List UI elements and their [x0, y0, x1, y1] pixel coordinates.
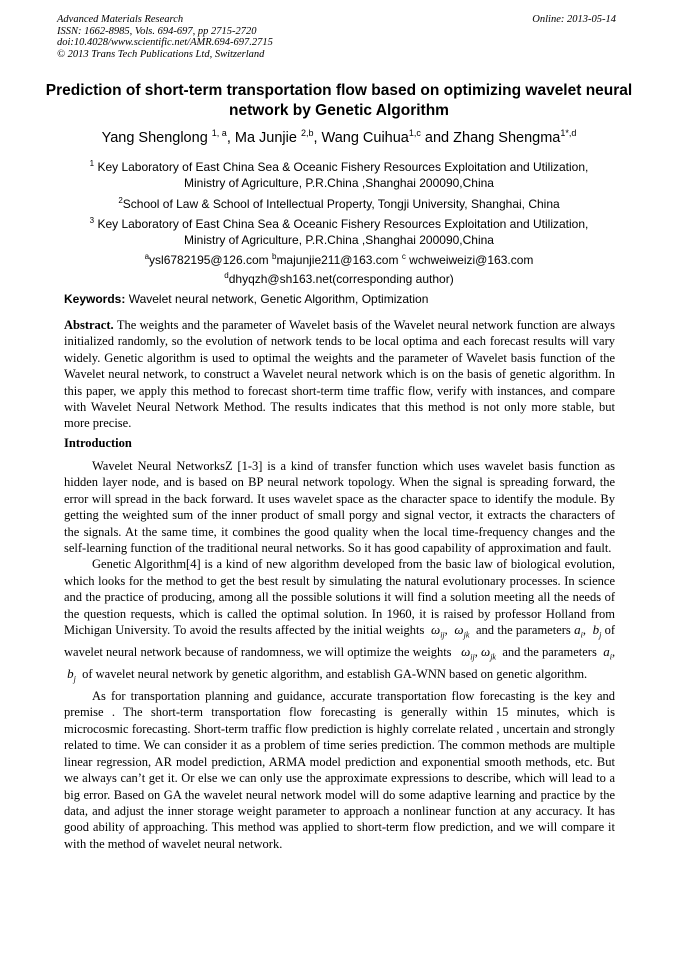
- email-sup: c: [401, 252, 406, 261]
- doi-line: doi:10.4028/www.scientific.net/AMR.694-697.2715: [57, 37, 273, 48]
- intro-p2-randomness: of wavelet neural network because of randomness, we: [64, 623, 616, 660]
- author-name: Wang Cuihua: [321, 129, 409, 146]
- email-sup: a: [144, 252, 150, 261]
- b-j-symbol: $b_j$: [67, 666, 76, 684]
- abstract-label: Abstract.: [64, 318, 114, 332]
- paper-title: Prediction of short-term transportation flow based on optimizing wavelet neural network by Genetic Algorithm: [45, 82, 633, 119]
- email-address[interactable]: majunjie211@163.com: [276, 253, 399, 267]
- affiliation-2: [30, 193, 648, 212]
- email-address[interactable]: ysl6782195@126.com: [149, 253, 269, 267]
- email-sup: b: [271, 252, 277, 261]
- journal-name: Advanced Materials Research: [57, 14, 184, 25]
- author-name: Yang Shenglong: [101, 129, 208, 146]
- author-name: Zhang Shengma: [453, 129, 561, 146]
- affiliation-text: Key Laboratory of East China Sea & Oceanic Fishery Resources Exploitation and Utilization, Ministry of Agriculture, P.R.China ,Shanghai 200090,China: [97, 160, 589, 190]
- introduction-body: [64, 458, 615, 852]
- affiliation-sup: 3: [89, 216, 95, 225]
- math-comma: ,: [444, 623, 448, 638]
- intro-paragraph-3: As for transportation planning and guidance, accurate transportation flow forecasting is the key and premise . The short-term transportation flow forecasting is generally within 15 minutes, which is microcosmic forecasting. Short-term traffic flow prediction is highly correlate related , uncertain and strongly related to time. We can consider it as a problem of time series prediction. The common methods are multiple linear regression, AR model prediction, ARMA model prediction and exponential smooth methods, etc. But we always can’t get it. Or else we can only use the approximate expressions to describe, which will lead to a big error. Based on GA the wavelet neural network model will do some adaptive learning and practice by the data, and adjust the inner storage weight parameter to approach a nonlinear function at any accuracy. It has good ability of approaching. This method was applied to short-term flow prediction, and we will compare it with the method of wavelet neural network.: [64, 689, 615, 851]
- issn-line: ISSN: 1662-8985, Vols. 694-697, pp 2715-2720: [57, 25, 257, 37]
- affiliation-1: [30, 156, 648, 191]
- affiliation-text: Key Laboratory of East China Sea & Oceanic Fishery Resources Exploitation and Utilization, Ministry of Agriculture, P.R.China ,Shanghai 200090,China: [97, 217, 589, 247]
- omega-jk-symbol: $\omega_{jk}$: [481, 644, 496, 662]
- a-i-symbol: $a_i$: [603, 644, 612, 662]
- omega-ij-symbol: $\omega_{ij}$: [461, 644, 475, 662]
- keywords-label: Keywords:: [64, 292, 126, 306]
- author-sup: 1, a: [211, 128, 227, 138]
- author-separator: ,: [226, 129, 231, 146]
- author-line: [30, 128, 648, 146]
- affiliation-sup: 2: [118, 196, 123, 205]
- author-name: Ma Junjie: [234, 129, 297, 146]
- intro-paragraph-1: Wavelet Neural NetworksZ [1-3] is a kind of transfer function which uses wavelet basis function as hidden layer node, and is based on BP neural network topology. When the signal is spreading forward, the error will spread in the back forward. It uses wavelet space as the character space to identify the module. By getting the weighted sum of the inner product of small porgy and signal vector, it extracts the characters of the signals. At the same time, it combines the good quality when the local time-frequency changes and the self-learning function of the traditional neural networks. So it has good capability of approximation and fault.: [64, 459, 615, 556]
- author-sup: 2,b: [300, 128, 314, 138]
- author-sup: 1*,d: [560, 128, 577, 138]
- omega-ij-symbol: $\omega_{ij}$: [431, 622, 445, 640]
- author-and: and: [424, 129, 450, 146]
- keywords: [64, 292, 428, 306]
- author-separator: ,: [313, 129, 318, 146]
- affiliation-3: [30, 213, 648, 248]
- omega-jk-symbol: $\omega_{jk}$: [454, 622, 470, 640]
- affiliation-sup: 1: [89, 159, 95, 168]
- math-comma: ,: [611, 645, 616, 660]
- email-address[interactable]: dhyqzh@sh163.net(corresponding author): [228, 272, 454, 286]
- introduction-heading: Introduction: [64, 436, 132, 450]
- online-date: Online: 2013-05-14: [532, 14, 616, 25]
- abstract: [64, 317, 615, 432]
- email-address[interactable]: wchweiweizi@163.com: [409, 253, 534, 267]
- copyright-line: © 2013 Trans Tech Publications Ltd, Switzerland: [57, 48, 265, 60]
- intro-p2-main: Genetic Algorithm[4] is a kind of new algorithm developed from the basic law of biological evolution, which looks for the method to get the best result by simulating the natural evolutionary processes. In science and the practice of producing, among all the possible solutions it will find a solution meeting all the needs of the question requests, which is called the optimal solution. In 1960, it is raised by professor Holland from Michigan University. To avoid the results affected by the initial: [64, 557, 615, 638]
- abstract-text: The weights and the parameter of Wavelet basis of the Wavelet neural network function are always initialized randomly, so the evolution of network tends to be local optima and each forecast results will vary widely. Genetic algorithm is used to optimal the weights and the parameter of Wavelet basis function of the Wavelet neural network, to construct a Wavelet neural network which is on the basis of genetic algorithm. In this paper, we apply this method to forecast short-term time traffic flow, verify with instances, and compare with Wavelet Neural Network Method. The results indicates that this method is not only more stable, but more precise.: [64, 318, 615, 431]
- keywords-text: Wavelet neural network, Genetic Algorithm, Optimization: [128, 292, 429, 306]
- math-comma: ,: [474, 645, 478, 660]
- author-emails: [30, 249, 648, 287]
- affiliation-text: School of Law & School of Intellectual Property, Tongji University, Shanghai, China: [122, 197, 560, 211]
- intro-p2-by-ga: of wavelet neural network by: [82, 667, 229, 682]
- intro-p2-end: genetic algorithm, and establish GA-WNN based on genetic algorithm.: [231, 667, 588, 682]
- intro-paragraph-2: [64, 556, 615, 688]
- b-j-symbol: $b_j$: [592, 622, 602, 640]
- email-sup: d: [224, 271, 229, 280]
- a-i-symbol: $a_i$: [574, 622, 583, 640]
- intro-p2-parameters-2: and the parameters: [502, 645, 597, 660]
- intro-p2-optimize: will optimize the weights: [324, 645, 452, 660]
- intro-p2-parameters: and the parameters: [476, 623, 571, 638]
- intro-p2-weights: weights: [385, 623, 425, 638]
- math-comma: ,: [582, 623, 586, 638]
- author-sup: 1,c: [408, 128, 421, 138]
- journal-meta: [57, 14, 273, 60]
